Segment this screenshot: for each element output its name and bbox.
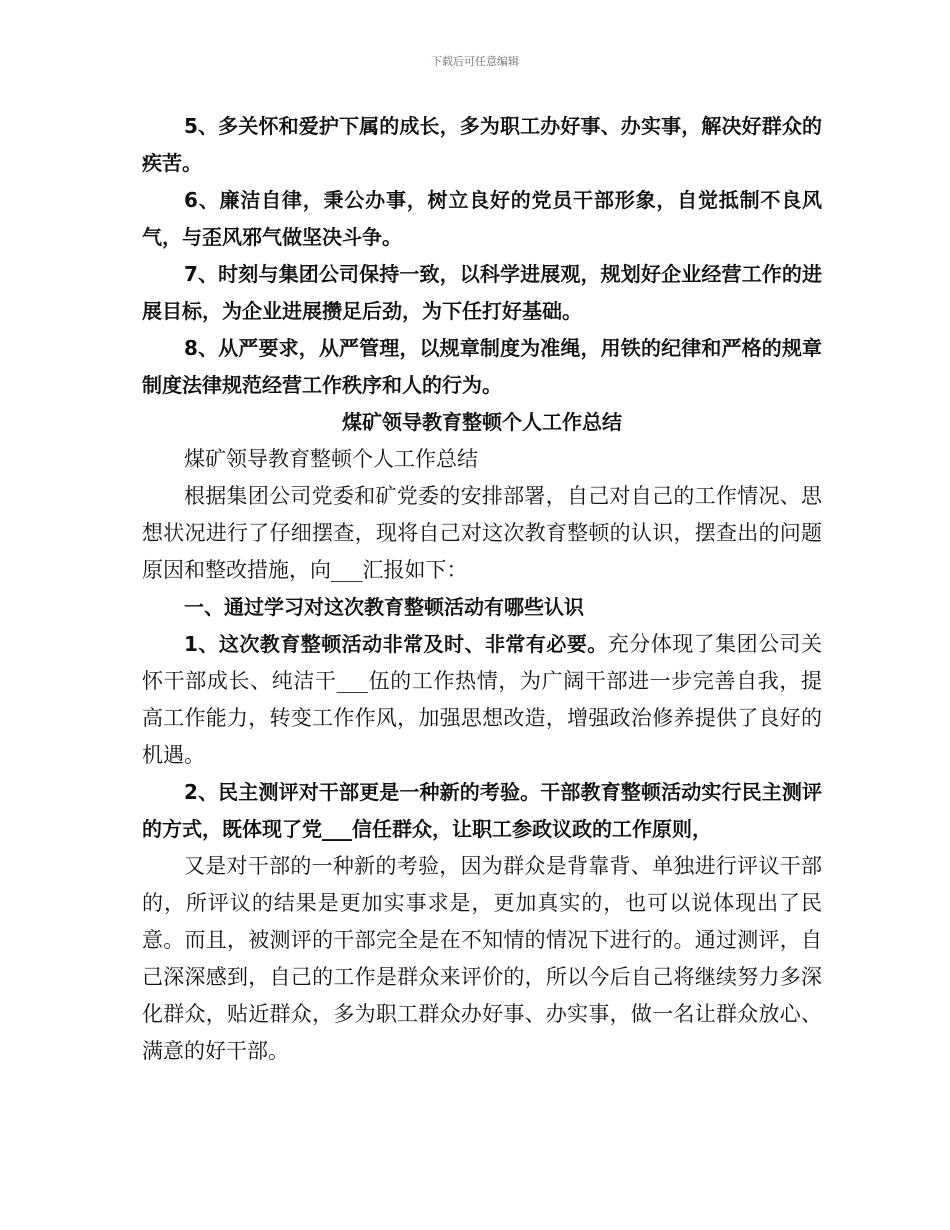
point-1-paragraph xyxy=(142,626,822,774)
section-heading-1: 一、通过学习对这次教育整顿活动有哪些认识 xyxy=(184,595,584,619)
point-2-paragraph: 2、民主测评对干部更是一种新的考验。干部教育整顿活动实行民主测评的方式，既体现了党___信任群众，让职工参政议政的工作原则， xyxy=(142,780,822,841)
paragraph-5: 5、多关怀和爱护下属的成长，多为职工办好事、办实事，解决好群众的疾苦。 xyxy=(142,114,822,175)
page-header: 下载后可任意编辑 xyxy=(431,55,519,68)
intro-paragraph: 根据集团公司党委和矿党委的安排部署，自己对自己的工作情况、思想状况进行了仔细摆查，现将自己对这次教育整顿的认识，摆查出的问题原因和整改措施，向___汇报如下： xyxy=(142,484,822,582)
paragraph-7: 7、时刻与集团公司保持一致，以科学进展观，规划好企业经营工作的进展目标，为企业进展攒足后劲，为下任打好基础。 xyxy=(142,262,822,323)
point-1-lead: 1、这次教育整顿活动非常及时、非常有必要。 xyxy=(184,632,608,656)
document-subtitle: 煤矿领导教育整顿个人工作总结 xyxy=(184,447,478,471)
paragraph-6: 6、廉洁自律，秉公办事，树立良好的党员干部形象，自觉抵制不良风气，与歪风邪气做坚决斗争。 xyxy=(142,188,822,249)
point-1-body: 充分体现了集团公司关怀干部成长、纯洁干___伍的工作热情，为广阔干部进一步完善自我，提高工作能力，转变工作作风，加强思想改造，增强政治修养提供了良好的机遇。 xyxy=(142,632,823,767)
document-body xyxy=(142,108,822,1070)
paragraph-8: 8、从严要求，从严管理，以规章制度为准绳，用铁的纪律和严格的规章制度法律规范经营工作秩序和人的行为。 xyxy=(142,336,822,397)
document-title: 煤矿领导教育整顿个人工作总结 xyxy=(342,410,622,434)
point-2-continued: 又是对干部的一种新的考验，因为群众是背靠背、单独进行评议干部的，所评议的结果是更加实事求是，更加真实的，也可以说体现出了民意。而且，被测评的干部完全是在不知情的情况下进行的。通过测评，自己深深感到，自己的工作是群众来评价的，所以今后自己将继续努力多深化群众，贴近群众，多为职工群众办好事、办实事，做一名让群众放心、满意的好干部。 xyxy=(142,854,822,1063)
